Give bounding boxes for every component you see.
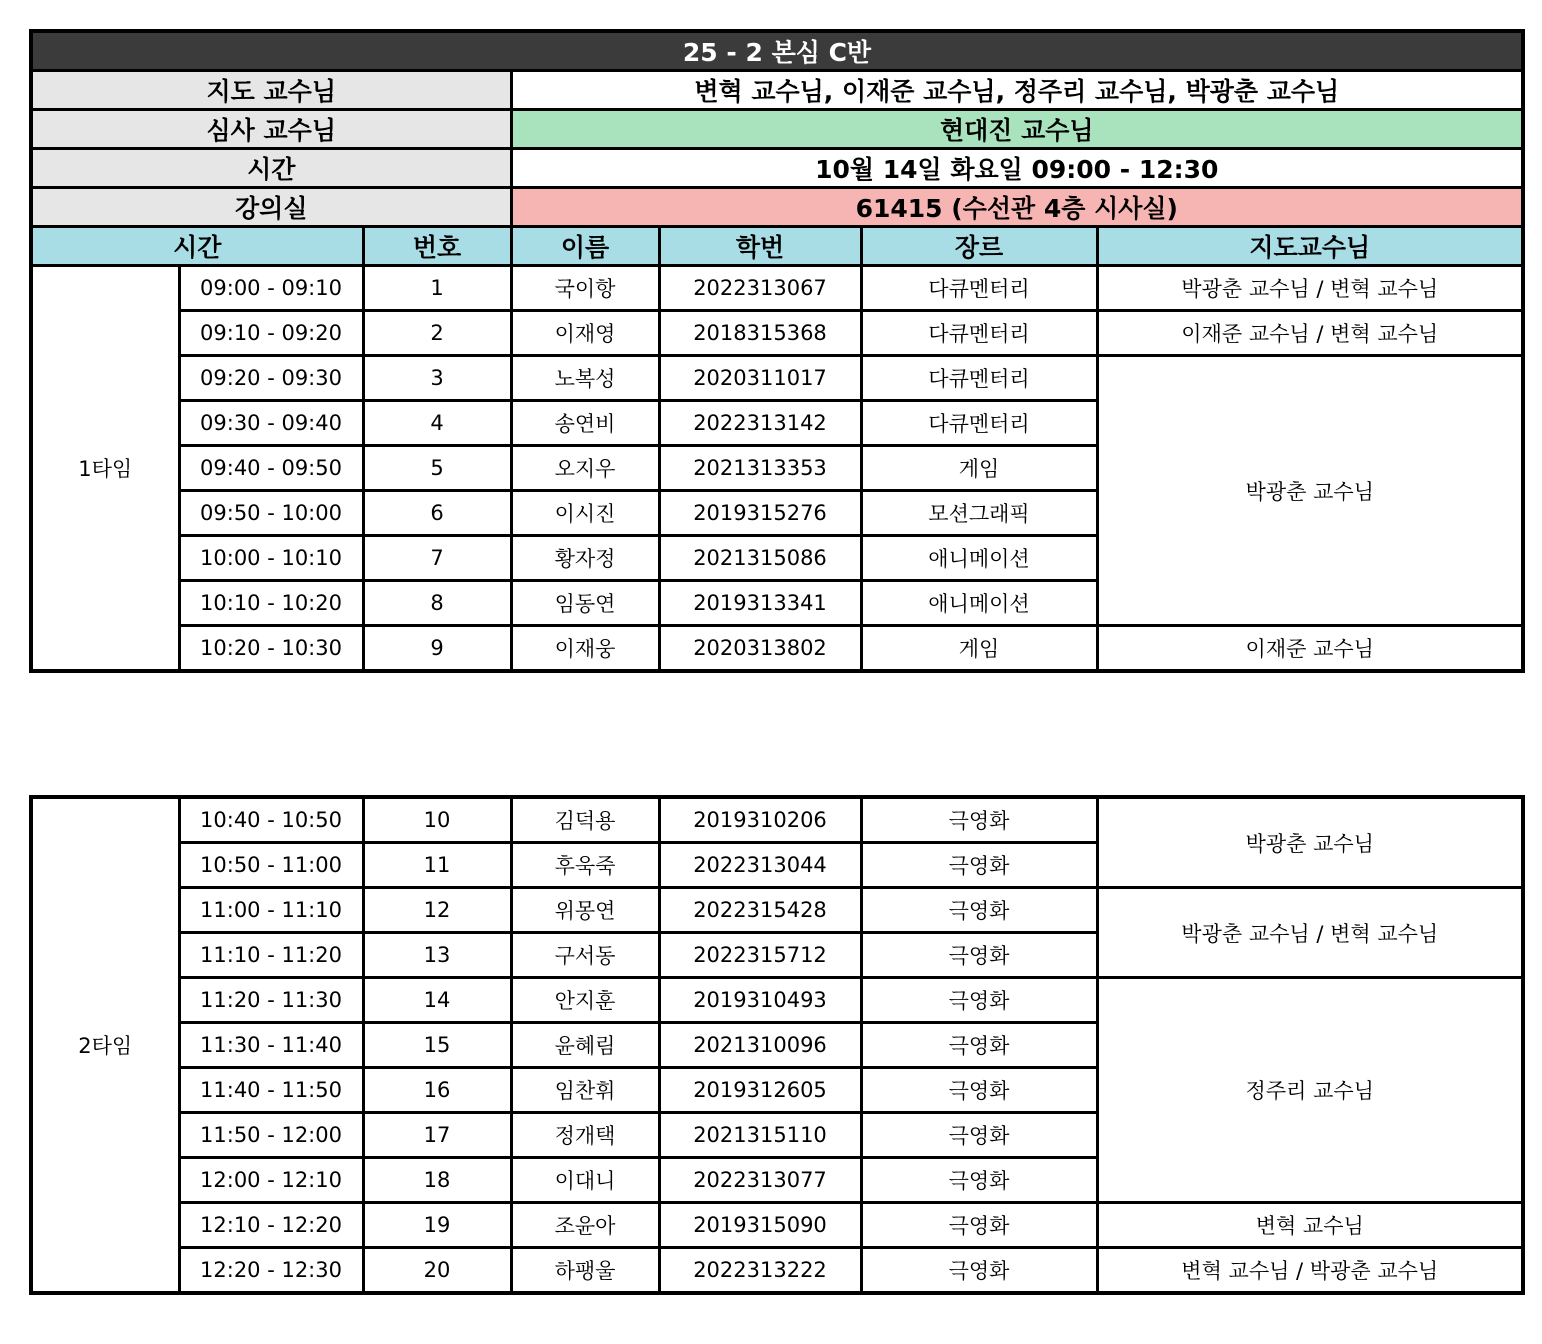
- student-id-cell: 2021315110: [659, 1113, 861, 1158]
- column-header-advisor: 지도교수님: [1097, 227, 1523, 266]
- number-cell: 3: [363, 356, 511, 401]
- student-id-cell: 2019315090: [659, 1203, 861, 1248]
- name-cell: 조윤아: [511, 1203, 659, 1248]
- name-cell: 하팽울: [511, 1248, 659, 1294]
- column-header-student-id: 학번: [659, 227, 861, 266]
- table-row: [31, 266, 1523, 311]
- number-cell: 2: [363, 311, 511, 356]
- time-cell: 11:20 - 11:30: [179, 978, 363, 1023]
- time-cell: 10:20 - 10:30: [179, 626, 363, 672]
- genre-cell: 극영화: [861, 797, 1097, 843]
- time-cell: 09:00 - 09:10: [179, 266, 363, 311]
- advisor-cell: 이재준 교수님: [1097, 626, 1523, 672]
- number-cell: 6: [363, 491, 511, 536]
- name-cell: 임찬휘: [511, 1068, 659, 1113]
- number-cell: 10: [363, 797, 511, 843]
- name-cell: 구서동: [511, 933, 659, 978]
- time-cell: 12:20 - 12:30: [179, 1248, 363, 1294]
- session-label: 1타임: [31, 266, 179, 672]
- student-id-cell: 2022313222: [659, 1248, 861, 1294]
- column-header-genre: 장르: [861, 227, 1097, 266]
- time-cell: 10:40 - 10:50: [179, 797, 363, 843]
- advisor-cell: 변혁 교수님: [1097, 1203, 1523, 1248]
- advisor-cell: 박광춘 교수님 / 변혁 교수님: [1097, 266, 1523, 311]
- genre-cell: 게임: [861, 626, 1097, 672]
- student-id-cell: 2019310206: [659, 797, 861, 843]
- time-cell: 09:10 - 09:20: [179, 311, 363, 356]
- time-cell: 09:20 - 09:30: [179, 356, 363, 401]
- advisors-value: 변혁 교수님, 이재준 교수님, 정주리 교수님, 박광춘 교수님: [511, 71, 1523, 110]
- table-row: [31, 311, 1523, 356]
- name-cell: 이재웅: [511, 626, 659, 672]
- number-cell: 1: [363, 266, 511, 311]
- student-id-cell: 2022313044: [659, 843, 861, 888]
- time-cell: 12:10 - 12:20: [179, 1203, 363, 1248]
- name-cell: 위몽연: [511, 888, 659, 933]
- name-cell: 노복성: [511, 356, 659, 401]
- number-cell: 4: [363, 401, 511, 446]
- time-label: 시간: [31, 149, 511, 188]
- reviewer-value: 현대진 교수님: [511, 110, 1523, 149]
- student-id-cell: 2019313341: [659, 581, 861, 626]
- table-row: [31, 356, 1523, 401]
- time-cell: 12:00 - 12:10: [179, 1158, 363, 1203]
- table-row: [31, 888, 1523, 933]
- schedule-table-session-1: [29, 29, 1525, 673]
- name-cell: 임동연: [511, 581, 659, 626]
- advisor-cell: 변혁 교수님 / 박광춘 교수님: [1097, 1248, 1523, 1294]
- time-cell: 11:30 - 11:40: [179, 1023, 363, 1068]
- room-label: 강의실: [31, 188, 511, 227]
- number-cell: 12: [363, 888, 511, 933]
- student-id-cell: 2021315086: [659, 536, 861, 581]
- name-cell: 이재영: [511, 311, 659, 356]
- genre-cell: 극영화: [861, 843, 1097, 888]
- column-header-number: 번호: [363, 227, 511, 266]
- genre-cell: 다큐멘터리: [861, 311, 1097, 356]
- student-id-cell: 2022315712: [659, 933, 861, 978]
- name-cell: 안지훈: [511, 978, 659, 1023]
- genre-cell: 애니메이션: [861, 581, 1097, 626]
- session-label: 2타임: [31, 797, 179, 1293]
- name-cell: 후욱죽: [511, 843, 659, 888]
- time-cell: 11:40 - 11:50: [179, 1068, 363, 1113]
- student-id-cell: 2022315428: [659, 888, 861, 933]
- genre-cell: 모션그래픽: [861, 491, 1097, 536]
- advisor-cell: 이재준 교수님 / 변혁 교수님: [1097, 311, 1523, 356]
- genre-cell: 극영화: [861, 1113, 1097, 1158]
- name-cell: 정개택: [511, 1113, 659, 1158]
- advisor-cell: 박광춘 교수님: [1097, 797, 1523, 888]
- number-cell: 13: [363, 933, 511, 978]
- column-header-time: 시간: [31, 227, 363, 266]
- number-cell: 5: [363, 446, 511, 491]
- student-id-cell: 2020311017: [659, 356, 861, 401]
- number-cell: 16: [363, 1068, 511, 1113]
- number-cell: 18: [363, 1158, 511, 1203]
- table-row: [31, 797, 1523, 843]
- time-cell: 09:40 - 09:50: [179, 446, 363, 491]
- student-id-cell: 2022313077: [659, 1158, 861, 1203]
- genre-cell: 극영화: [861, 1248, 1097, 1294]
- name-cell: 황자정: [511, 536, 659, 581]
- time-cell: 09:50 - 10:00: [179, 491, 363, 536]
- student-id-cell: 2018315368: [659, 311, 861, 356]
- schedule-table-session-2: [29, 795, 1525, 1295]
- number-cell: 14: [363, 978, 511, 1023]
- advisor-cell: 정주리 교수님: [1097, 978, 1523, 1203]
- table-row: [31, 626, 1523, 672]
- student-id-cell: 2019315276: [659, 491, 861, 536]
- genre-cell: 게임: [861, 446, 1097, 491]
- number-cell: 17: [363, 1113, 511, 1158]
- time-cell: 09:30 - 09:40: [179, 401, 363, 446]
- name-cell: 김덕용: [511, 797, 659, 843]
- genre-cell: 극영화: [861, 1068, 1097, 1113]
- time-cell: 10:50 - 11:00: [179, 843, 363, 888]
- advisor-cell: 박광춘 교수님 / 변혁 교수님: [1097, 888, 1523, 978]
- name-cell: 윤혜림: [511, 1023, 659, 1068]
- number-cell: 15: [363, 1023, 511, 1068]
- advisor-cell: 박광춘 교수님: [1097, 356, 1523, 626]
- student-id-cell: 2021313353: [659, 446, 861, 491]
- genre-cell: 다큐멘터리: [861, 266, 1097, 311]
- genre-cell: 극영화: [861, 888, 1097, 933]
- genre-cell: 다큐멘터리: [861, 401, 1097, 446]
- schedule-title: 25 - 2 본심 C반: [31, 31, 1523, 71]
- genre-cell: 극영화: [861, 1158, 1097, 1203]
- number-cell: 20: [363, 1248, 511, 1294]
- time-cell: 11:10 - 11:20: [179, 933, 363, 978]
- student-id-cell: 2019310493: [659, 978, 861, 1023]
- genre-cell: 다큐멘터리: [861, 356, 1097, 401]
- table-row: [31, 978, 1523, 1023]
- name-cell: 오지우: [511, 446, 659, 491]
- time-cell: 11:00 - 11:10: [179, 888, 363, 933]
- column-header-name: 이름: [511, 227, 659, 266]
- student-id-cell: 2021310096: [659, 1023, 861, 1068]
- time-cell: 10:10 - 10:20: [179, 581, 363, 626]
- student-id-cell: 2020313802: [659, 626, 861, 672]
- name-cell: 송연비: [511, 401, 659, 446]
- student-id-cell: 2019312605: [659, 1068, 861, 1113]
- genre-cell: 극영화: [861, 978, 1097, 1023]
- number-cell: 19: [363, 1203, 511, 1248]
- number-cell: 11: [363, 843, 511, 888]
- room-value: 61415 (수선관 4층 시사실): [511, 188, 1523, 227]
- number-cell: 7: [363, 536, 511, 581]
- genre-cell: 애니메이션: [861, 536, 1097, 581]
- number-cell: 9: [363, 626, 511, 672]
- time-cell: 11:50 - 12:00: [179, 1113, 363, 1158]
- name-cell: 이대니: [511, 1158, 659, 1203]
- advisors-label: 지도 교수님: [31, 71, 511, 110]
- student-id-cell: 2022313142: [659, 401, 861, 446]
- time-value: 10월 14일 화요일 09:00 - 12:30: [511, 149, 1523, 188]
- genre-cell: 극영화: [861, 1023, 1097, 1068]
- genre-cell: 극영화: [861, 933, 1097, 978]
- student-id-cell: 2022313067: [659, 266, 861, 311]
- number-cell: 8: [363, 581, 511, 626]
- name-cell: 국이항: [511, 266, 659, 311]
- reviewer-label: 심사 교수님: [31, 110, 511, 149]
- name-cell: 이시진: [511, 491, 659, 536]
- time-cell: 10:00 - 10:10: [179, 536, 363, 581]
- genre-cell: 극영화: [861, 1203, 1097, 1248]
- table-row: [31, 1248, 1523, 1294]
- table-row: [31, 1203, 1523, 1248]
